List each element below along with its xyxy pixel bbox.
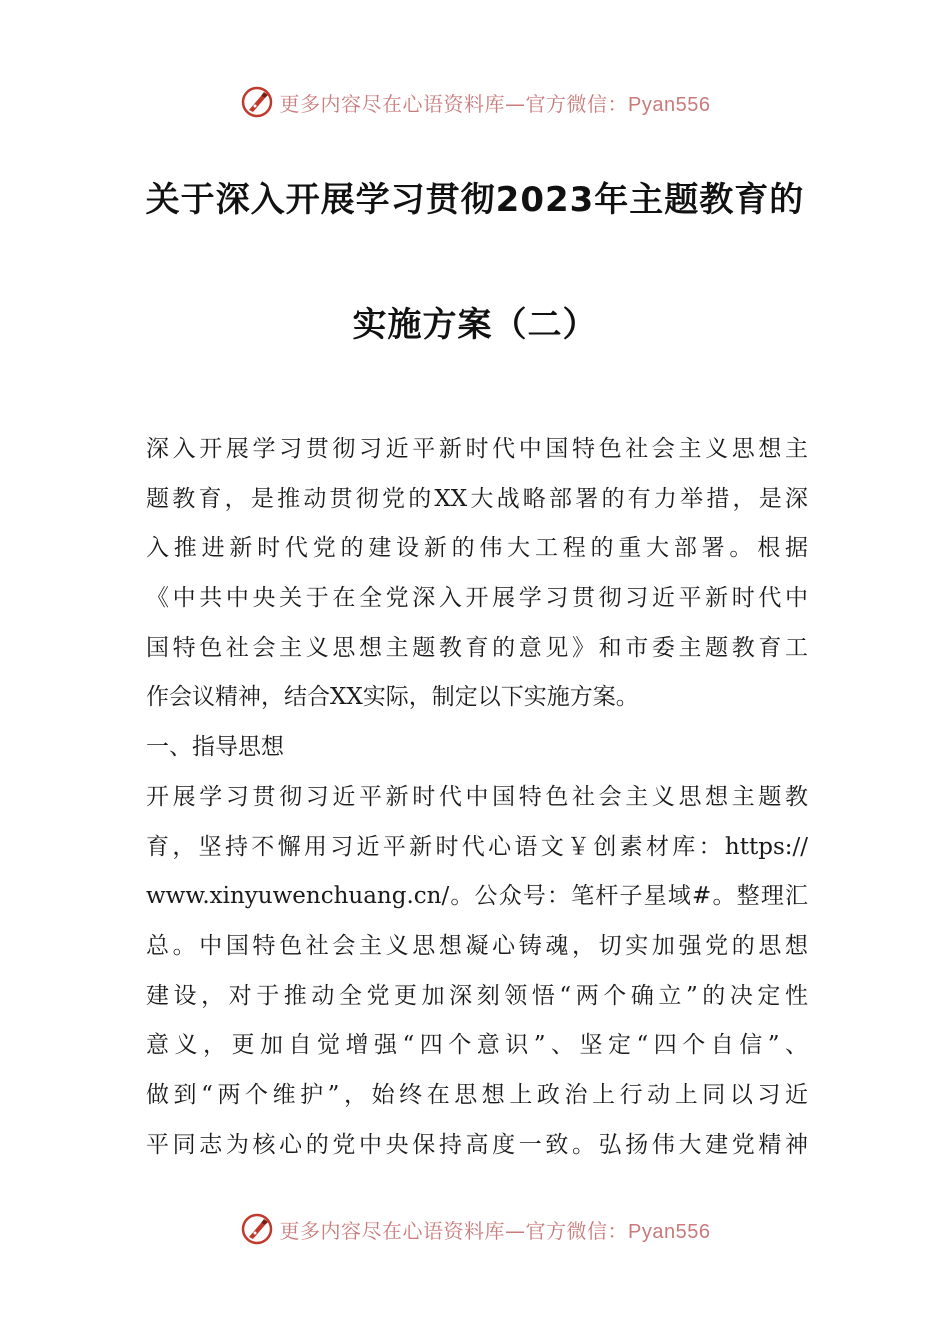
header-banner-text: 更多内容尽在心语资料库—官方微信：Pyan556 — [279, 91, 711, 116]
paragraph-line: 做到“两个维护”，始终在思想上政治上行动上同以习近 — [146, 1082, 808, 1109]
paragraph-line: 总。中国特色社会主义思想凝心铸魂，切实加强党的思想 — [146, 933, 808, 960]
paragraph-line: 平同志为核心的党中央保持高度一致。弘扬伟大建党精神 — [146, 1131, 808, 1158]
footer-banner — [0, 1209, 950, 1249]
footer-wechat-handle: Pyan556 — [628, 1220, 711, 1243]
document-title-line-1: 关于深入开展学习贯彻2023年主题教育的 — [145, 180, 805, 220]
pen-nib-logo-icon — [240, 1212, 274, 1246]
paragraph-line: www.xinyuwenchuang.cn/。公众号：笔杆子星域#。整理汇 — [146, 883, 808, 910]
paragraph-line: 入推进新时代党的建设新的伟大工程的重大部署。根据 — [146, 535, 808, 562]
document-title-line-2: 实施方案（二） — [352, 305, 598, 345]
guiding-thought-paragraph — [146, 773, 808, 1171]
paragraph-line: 深入开展学习贯彻习近平新时代中国特色社会主义思想主 — [146, 436, 808, 462]
header-wechat-handle: Pyan556 — [628, 93, 711, 116]
paragraph-line: 育，坚持不懈用习近平新时代心语文￥创素材库：https:// — [146, 833, 808, 860]
paragraph-line: 开展学习贯彻习近平新时代中国特色社会主义思想主题教 — [146, 784, 808, 810]
paragraph-line: 《中共中央关于在全党深入开展学习贯彻习近平新时代中 — [146, 585, 808, 612]
paragraph-line: 国特色社会主义思想主题教育的意见》和市委主题教育工 — [146, 634, 808, 661]
intro-paragraph — [146, 425, 808, 723]
footer-banner-text: 更多内容尽在心语资料库—官方微信：Pyan556 — [279, 1218, 711, 1243]
header-banner — [0, 82, 950, 122]
section-heading — [146, 723, 808, 773]
paragraph-line: 意义，更加自觉增强“四个意识”、坚定“四个自信”、 — [146, 1032, 808, 1059]
paragraph-line: 作会议精神，结合XX实际，制定以下实施方案。 — [146, 684, 639, 711]
paragraph-line: 题教育，是推动贯彻党的XX大战略部署的有力举措，是深 — [146, 485, 808, 512]
section-heading-text: 一、指导思想 — [146, 734, 284, 760]
paragraph-line: 建设，对于推动全党更加深刻领悟“两个确立”的决定性 — [146, 982, 808, 1009]
pen-nib-logo-icon — [240, 85, 274, 119]
